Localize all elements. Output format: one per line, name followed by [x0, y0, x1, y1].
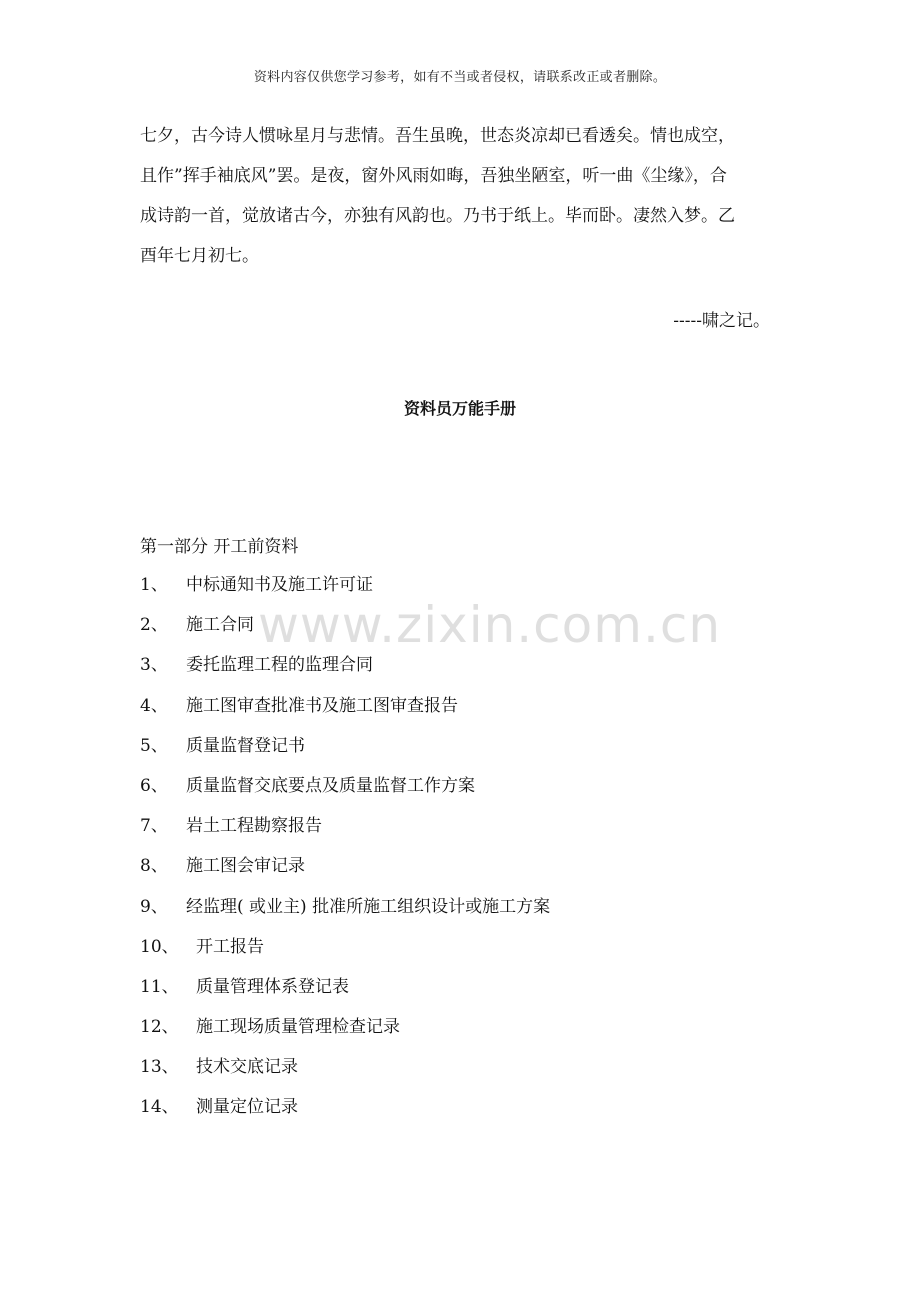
- list-item: [140, 894, 820, 934]
- item-number: 5、: [140, 735, 168, 756]
- item-text: 开工报告: [196, 936, 264, 957]
- item-text: 施工图会审记录: [186, 856, 305, 877]
- item-text: 施工图审查批准书及施工图审查报告: [186, 695, 458, 716]
- intro-line: 且作”挥手袖底风”罢。是夜，窗外风雨如晦，吾独坐陋室，听一曲《尘缘》，合: [140, 166, 727, 186]
- list-item: [140, 934, 820, 974]
- list-item: [140, 572, 820, 612]
- list-item: [140, 1054, 820, 1094]
- list-item: [140, 853, 820, 893]
- item-text: 质量监督登记书: [186, 735, 305, 756]
- item-number: 3、: [140, 655, 168, 676]
- item-number: 10、: [140, 936, 179, 957]
- list-item: [140, 1094, 820, 1134]
- item-text: 技术交底记录: [196, 1057, 298, 1078]
- list-item: [140, 733, 820, 773]
- item-number: 1、: [140, 575, 168, 595]
- document-item-list: [140, 572, 820, 1135]
- item-text: 测量定位记录: [196, 1097, 298, 1118]
- list-item: [140, 1014, 820, 1054]
- list-item: [140, 974, 820, 1014]
- item-number: 12、: [140, 1017, 179, 1038]
- item-number: 7、: [140, 816, 168, 837]
- item-text: 质量管理体系登记表: [196, 976, 349, 997]
- item-text: 委托监理工程的监理合同: [186, 655, 373, 676]
- item-text: 岩土工程勘察报告: [186, 816, 322, 837]
- item-text: 质量监督交底要点及质量监督工作方案: [186, 775, 475, 796]
- list-item: [140, 612, 820, 652]
- item-number: 6、: [140, 775, 168, 796]
- item-text: 中标通知书及施工许可证: [186, 575, 373, 595]
- item-number: 11、: [140, 976, 179, 997]
- intro-line: 七夕，古今诗人惯咏星月与悲情。吾生虽晚，世态炎凉却已看透矣。情也成空，: [140, 126, 735, 146]
- item-text: 施工合同: [186, 615, 254, 636]
- signature: -----啸之记。: [673, 311, 770, 331]
- item-number: 2、: [140, 615, 168, 636]
- item-number: 8、: [140, 856, 168, 877]
- item-number: 14、: [140, 1097, 179, 1118]
- item-text: 施工现场质量管理检查记录: [196, 1017, 400, 1038]
- section-heading: 第一部分 开工前资料: [140, 537, 299, 557]
- header-disclaimer: 资料内容仅供您学习参考，如有不当或者侵权，请联系改正或者删除。: [253, 70, 667, 85]
- item-number: 13、: [140, 1057, 179, 1078]
- intro-paragraph: [140, 116, 790, 276]
- watermark: www.zixin.com.cn: [258, 596, 722, 654]
- item-number: 4、: [140, 695, 168, 716]
- list-item: [140, 813, 820, 853]
- item-number: 9、: [140, 896, 168, 917]
- list-item: [140, 773, 820, 813]
- list-item: [140, 652, 820, 692]
- list-item: [140, 693, 820, 733]
- intro-line: 成诗韵一首，觉放诸古今，亦独有风韵也。乃书于纸上。毕而卧。凄然入梦。乙: [140, 206, 735, 226]
- intro-line: 酉年七月初七。: [140, 246, 259, 266]
- item-text: 经监理( 或业主) 批准所施工组织设计或施工方案: [186, 896, 551, 917]
- document-title: 资料员万能手册: [403, 399, 516, 418]
